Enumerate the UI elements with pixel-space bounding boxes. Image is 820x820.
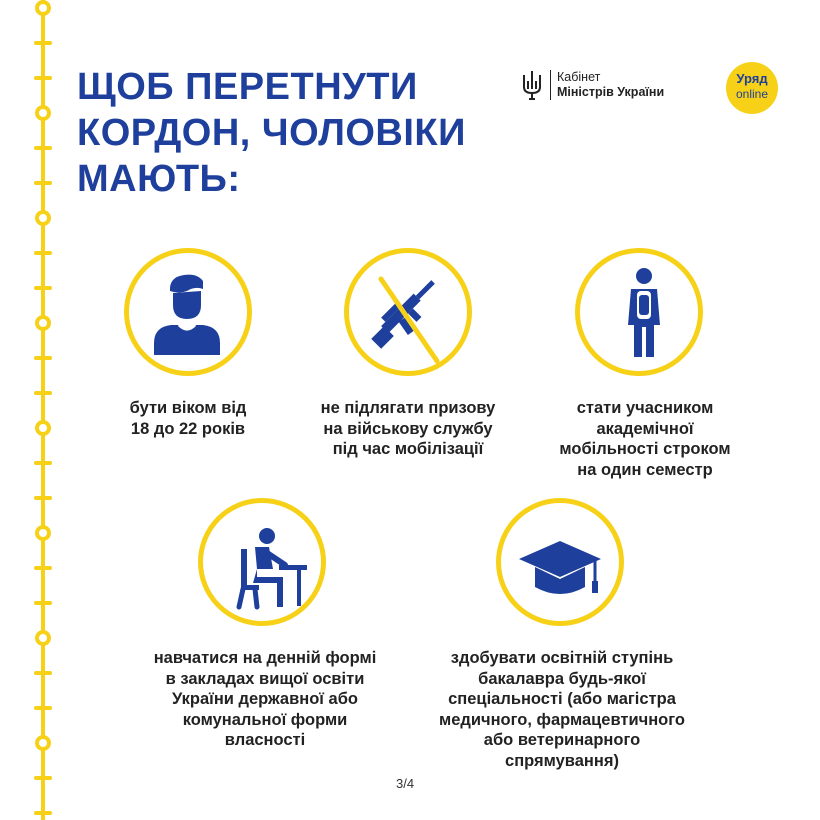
caption-line: або ветеринарного	[483, 731, 641, 749]
requirement-icon-circle	[575, 248, 703, 376]
requirement-caption	[417, 648, 707, 771]
requirement-caption	[113, 398, 263, 439]
studying-at-desk-icon	[203, 503, 321, 621]
caption-line: на військову службу	[323, 419, 493, 438]
caption-line: власності	[224, 731, 306, 749]
caption-line: спеціальності (або магістра	[448, 690, 676, 708]
requirement-icon-circle	[496, 498, 624, 626]
page-title	[77, 64, 517, 202]
logo-text: Кабінет	[557, 70, 601, 84]
badge-text: Уряд	[736, 71, 768, 86]
caption-line: спрямування)	[505, 751, 619, 770]
caption-line: бакалавра будь-якої	[478, 669, 646, 688]
logo-text: Міністрів України	[557, 85, 665, 99]
caption-line: під час мобілізації	[332, 440, 484, 458]
caption-line: на один семестр	[577, 460, 713, 479]
student-backpack-icon	[580, 253, 698, 371]
caption-line: бути віком від	[129, 399, 247, 417]
requirement-caption	[545, 398, 745, 480]
crossed-rifle-icon	[349, 253, 467, 371]
trident-icon	[520, 69, 544, 101]
person-icon	[129, 253, 247, 371]
caption-line: академічної	[596, 419, 694, 438]
caption-line: мобільності строком	[559, 440, 731, 458]
title-line: МАЮТЬ:	[77, 158, 241, 200]
caption-line: України державної або	[172, 690, 358, 708]
caption-line: здобувати освітній ступінь	[450, 649, 674, 667]
logo-divider	[550, 70, 551, 100]
badge-text: online	[735, 87, 769, 101]
caption-line: стати учасником	[576, 399, 714, 417]
requirement-caption	[135, 648, 395, 751]
cabinet-of-ministers-logo	[520, 68, 664, 102]
uryad-online-badge	[726, 62, 778, 114]
requirement-icon-circle	[344, 248, 472, 376]
requirement-icon-circle	[124, 248, 252, 376]
graduation-cap-icon	[501, 503, 619, 621]
requirement-caption	[303, 398, 513, 460]
caption-line: не підлягати призову	[320, 399, 496, 417]
page-indicator: 3/4	[396, 776, 415, 791]
caption-line: медичного, фармацевтичного	[439, 710, 685, 729]
caption-line: комунальної форми	[182, 710, 348, 729]
caption-line: 18 до 22 років	[130, 419, 246, 438]
requirement-icon-circle	[198, 498, 326, 626]
title-line: ЩОБ ПЕРЕТНУТИ	[77, 66, 418, 108]
title-line: КОРДОН, ЧОЛОВІКИ	[77, 112, 466, 154]
caption-line: навчатися на денній формі	[153, 649, 377, 667]
caption-line: в закладах вищої освіти	[165, 669, 365, 688]
